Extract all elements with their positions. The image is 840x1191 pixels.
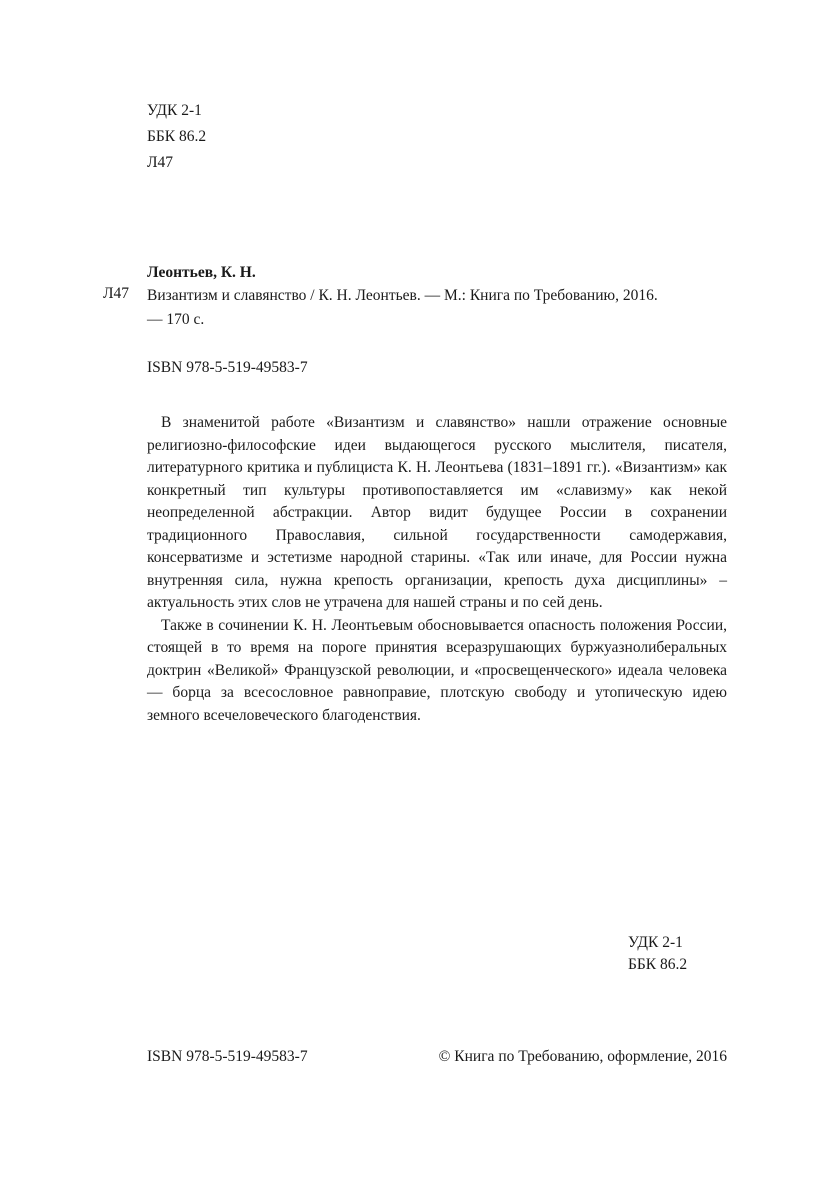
annotation-paragraph: В знаменитой работе «Византизм и славянство» нашли отражение основные религиозно-философские идеи выдающегося русского мыслителя, писателя, литературного критика и публициста К. Н. Леонтьева (1831–1891 гг.). «Византизм» как конкретный тип культуры противопоставляется им «славизму» как некой неопределенной абстракции. Автор видит будущее России в сохранении традиционного Православия, сильной государственности самодержавия, консерватизме и эстетизме народной старины. «Так или иначе, для России нужна внутренняя сила, нужна крепость организации, крепость духа дисциплины» – актуальность этих слов не утрачена для нашей страны и по сей день. xyxy=(147,414,727,611)
bibliographic-description xyxy=(147,284,727,332)
author-heading: Леонтьев, К. Н. xyxy=(147,264,256,281)
annotation-paragraph: Также в сочинении К. Н. Леонтьевым обосновывается опасность положения России, стоящей в то время на пороге принятия всеразрушающих буржуазнолиберальных доктрин «Великой» Французской революции, и «просвещенческого» идеала человека — борца за всесословное равноправие, плотскую свободу и утопическую идею земного всечеловеческого благоденствия. xyxy=(147,616,727,724)
catalog-codes-bottom xyxy=(628,932,728,976)
isbn-top: ISBN 978-5-519-49583-7 xyxy=(147,359,308,376)
bibliographic-line: Византизм и славянство / К. Н. Леонтьев. — М.: Книга по Требованию, 2016. xyxy=(147,287,658,304)
catalog-codes-top xyxy=(147,98,206,176)
bbk-code: ББК 86.2 xyxy=(147,128,207,145)
isbn-bottom: ISBN 978-5-519-49583-7 xyxy=(147,1048,308,1065)
cutter-code: Л47 xyxy=(147,154,174,171)
udk-code-bottom: УДК 2-1 xyxy=(628,934,683,951)
bbk-code-bottom: ББК 86.2 xyxy=(628,956,688,973)
cutter-margin-code: Л47 xyxy=(103,285,130,302)
annotation xyxy=(147,412,727,727)
copyright-notice: © Книга по Требованию, оформление, 2016 xyxy=(438,1048,727,1065)
bibliographic-line: — 170 с. xyxy=(147,311,205,328)
udk-code: УДК 2-1 xyxy=(147,102,202,119)
